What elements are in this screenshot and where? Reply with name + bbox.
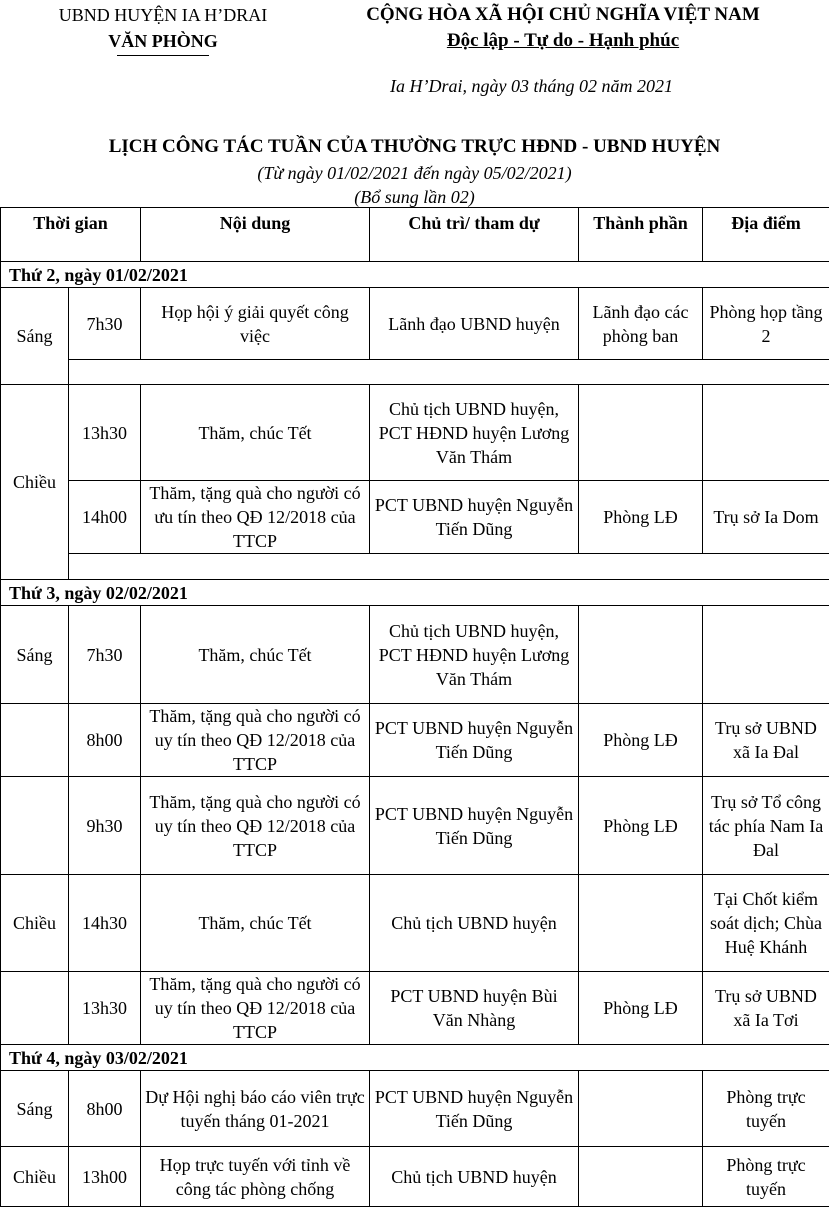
host-cell: Lãnh đạo UBND huyện bbox=[370, 288, 579, 360]
location-cell: Tại Chốt kiểm soát dịch; Chùa Huệ Khánh bbox=[703, 875, 829, 972]
table-row bbox=[1, 481, 829, 554]
national-motto: Độc lập - Tự do - Hạnh phúc bbox=[318, 28, 808, 54]
participants-cell bbox=[579, 875, 703, 972]
empty-cell bbox=[69, 360, 829, 385]
table-row bbox=[1, 385, 829, 481]
time-cell: 13h30 bbox=[69, 385, 141, 481]
empty-cell bbox=[1, 972, 69, 1045]
nation-name: CỘNG HÒA XÃ HỘI CHỦ NGHĨA VIỆT NAM bbox=[318, 2, 808, 28]
participants-cell: Lãnh đạo các phòng ban bbox=[579, 288, 703, 360]
table-row bbox=[1, 777, 829, 875]
col-header-host: Chủ trì/ tham dự bbox=[370, 208, 579, 262]
participants-cell bbox=[579, 385, 703, 481]
day-label: Thứ 2, ngày 01/02/2021 bbox=[1, 262, 829, 288]
content-cell: Thăm, tặng quà cho người có uy tín theo QĐ 12/2018 của TTCP bbox=[141, 777, 370, 875]
session-morning: Sáng bbox=[1, 606, 69, 704]
table-row bbox=[1, 288, 829, 360]
content-cell: Dự Hội nghị báo cáo viên trực tuyến tháng 01-2021 bbox=[141, 1071, 370, 1147]
participants-cell: Phòng LĐ bbox=[579, 481, 703, 554]
content-cell: Thăm, tặng quà cho người có uy tín theo QĐ 12/2018 của TTCP bbox=[141, 972, 370, 1045]
dateline: Ia H’Drai, ngày 03 tháng 02 năm 2021 bbox=[390, 76, 673, 97]
col-header-location: Địa điểm bbox=[703, 208, 829, 262]
table-row bbox=[1, 704, 829, 777]
schedule-table bbox=[0, 207, 829, 1207]
time-cell: 8h00 bbox=[69, 704, 141, 777]
host-cell: PCT UBND huyện Nguyễn Tiến Dũng bbox=[370, 1071, 579, 1147]
session-afternoon: Chiều bbox=[1, 1147, 69, 1207]
participants-cell bbox=[579, 1071, 703, 1147]
day-row bbox=[1, 262, 829, 288]
empty-cell bbox=[1, 777, 69, 875]
issuer-authority: UBND HUYỆN IA H’DRAI bbox=[48, 2, 278, 28]
issuer-block bbox=[48, 2, 278, 56]
host-cell: Chủ tịch UBND huyện bbox=[370, 1147, 579, 1207]
revision-note: (Bổ sung lần 02) bbox=[0, 187, 829, 208]
session-morning: Sáng bbox=[1, 1071, 69, 1147]
table-row bbox=[1, 1147, 829, 1207]
date-range: (Từ ngày 01/02/2021 đến ngày 05/02/2021) bbox=[0, 163, 829, 184]
participants-cell: Phòng LĐ bbox=[579, 777, 703, 875]
issuer-office: VĂN PHÒNG bbox=[48, 28, 278, 54]
time-cell: 14h30 bbox=[69, 875, 141, 972]
day-row bbox=[1, 580, 829, 606]
session-morning: Sáng bbox=[1, 288, 69, 385]
location-cell: Trụ sở UBND xã Ia Tơi bbox=[703, 972, 829, 1045]
time-cell: 8h00 bbox=[69, 1071, 141, 1147]
content-cell: Thăm, tặng quà cho người có ưu tín theo QĐ 12/2018 của TTCP bbox=[141, 481, 370, 554]
empty-cell bbox=[69, 554, 829, 580]
location-cell: Phòng trực tuyến bbox=[703, 1147, 829, 1207]
table-row-spacer bbox=[1, 360, 829, 385]
document-title: LỊCH CÔNG TÁC TUẦN CỦA THƯỜNG TRỰC HĐND - UBND HUYỆN bbox=[0, 136, 829, 158]
day-label: Thứ 3, ngày 02/02/2021 bbox=[1, 580, 829, 606]
participants-cell bbox=[579, 606, 703, 704]
location-cell: Trụ sở Tổ công tác phía Nam Ia Đal bbox=[703, 777, 829, 875]
col-header-content: Nội dung bbox=[141, 208, 370, 262]
location-cell: Trụ sở UBND xã Ia Đal bbox=[703, 704, 829, 777]
location-cell: Phòng trực tuyến bbox=[703, 1071, 829, 1147]
table-row bbox=[1, 972, 829, 1045]
time-cell: 14h00 bbox=[69, 481, 141, 554]
location-cell: Phòng họp tầng 2 bbox=[703, 288, 829, 360]
header-row bbox=[1, 208, 829, 262]
table-row-spacer bbox=[1, 554, 829, 580]
content-cell: Thăm, chúc Tết bbox=[141, 385, 370, 481]
session-afternoon: Chiều bbox=[1, 875, 69, 972]
time-cell: 13h30 bbox=[69, 972, 141, 1045]
issuer-underline bbox=[117, 55, 209, 56]
host-cell: Chủ tịch UBND huyện, PCT HĐND huyện Lương Văn Thám bbox=[370, 606, 579, 704]
day-row bbox=[1, 1045, 829, 1071]
col-header-time: Thời gian bbox=[1, 208, 141, 262]
participants-cell: Phòng LĐ bbox=[579, 704, 703, 777]
time-cell: 7h30 bbox=[69, 288, 141, 360]
col-header-participants: Thành phần bbox=[579, 208, 703, 262]
host-cell: Chủ tịch UBND huyện bbox=[370, 875, 579, 972]
session-afternoon: Chiều bbox=[1, 385, 69, 580]
content-cell: Họp trực tuyến với tỉnh về công tác phòng chống bbox=[141, 1147, 370, 1207]
table-row bbox=[1, 875, 829, 972]
content-cell: Họp hội ý giải quyết công việc bbox=[141, 288, 370, 360]
table-row bbox=[1, 606, 829, 704]
content-cell: Thăm, chúc Tết bbox=[141, 875, 370, 972]
content-cell: Thăm, tặng quà cho người có uy tín theo QĐ 12/2018 của TTCP bbox=[141, 704, 370, 777]
host-cell: PCT UBND huyện Nguyễn Tiến Dũng bbox=[370, 777, 579, 875]
host-cell: Chủ tịch UBND huyện, PCT HĐND huyện Lương Văn Thám bbox=[370, 385, 579, 481]
table-row bbox=[1, 1071, 829, 1147]
time-cell: 7h30 bbox=[69, 606, 141, 704]
day-label: Thứ 4, ngày 03/02/2021 bbox=[1, 1045, 829, 1071]
empty-cell bbox=[1, 704, 69, 777]
host-cell: PCT UBND huyện Nguyễn Tiến Dũng bbox=[370, 704, 579, 777]
content-cell: Thăm, chúc Tết bbox=[141, 606, 370, 704]
location-cell: Trụ sở Ia Dom bbox=[703, 481, 829, 554]
location-cell bbox=[703, 606, 829, 704]
national-header bbox=[318, 2, 808, 54]
host-cell: PCT UBND huyện Nguyễn Tiến Dũng bbox=[370, 481, 579, 554]
host-cell: PCT UBND huyện Bùi Văn Nhàng bbox=[370, 972, 579, 1045]
participants-cell: Phòng LĐ bbox=[579, 972, 703, 1045]
location-cell bbox=[703, 385, 829, 481]
time-cell: 13h00 bbox=[69, 1147, 141, 1207]
time-cell: 9h30 bbox=[69, 777, 141, 875]
participants-cell bbox=[579, 1147, 703, 1207]
